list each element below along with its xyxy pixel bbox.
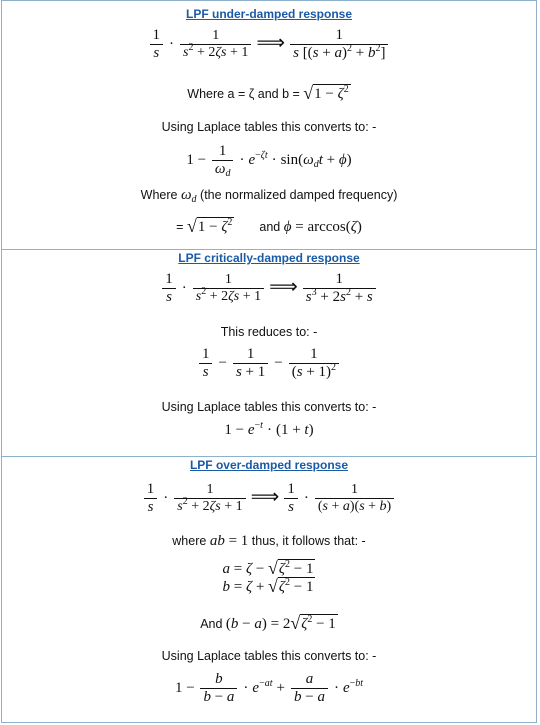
over-damped-b-minus-a: And $(b - a) = 2√\zeta^2 - 1$ — [200, 613, 336, 633]
under-damped-wd-definition: Where $\omega_d$ (the normalized damped frequency) — [140, 187, 398, 205]
critically-damped-reduces-text: This reduces to: - — [220, 325, 318, 339]
over-damped-where-ab: where ab = 1 thus, it follows that: - — [172, 533, 366, 549]
under-damped-panel — [1, 0, 537, 250]
under-damped-wd-phi-equation: = $√1 - \zeta^2$ and ϕ = arccos(ζ) — [176, 216, 362, 236]
under-damped-time-response: 1 − $\frac{1}{\omega_d}$ · $e^{-\zeta t} \cdot \sin(\omega_dt + \phi)$ — [186, 143, 352, 180]
critically-damped-title[interactable]: LPF critically-damped response — [178, 251, 360, 265]
under-damped-title[interactable]: LPF under-damped response — [185, 7, 353, 21]
over-damped-title[interactable]: LPF over-damped response — [189, 458, 349, 472]
critically-damped-laplace-text: Using Laplace tables this converts to: - — [161, 400, 377, 414]
under-damped-transfer-equation: $\frac{1}{s}$ · $\frac{1}{s^2 + 2\zeta s + 1}$ ⟹ $\frac{1}{s [(s + a)^2 + b^2]}$ — [2, 27, 536, 63]
over-damped-transfer-equation: $\frac{1}{s}$ · $\frac{1}{s^2 + 2\zeta s + 1}$ ⟹ $\frac{1}{s}$ · $\frac{1}{(s + a)(s + b)}$ — [2, 481, 536, 517]
over-damped-a-equation: $a = \zeta - √\zeta^2 - 1$ — [222, 558, 314, 578]
critically-damped-panel — [1, 249, 537, 457]
critically-damped-partial-fractions: $\frac{1}{s}$ − $\frac{1}{s + 1}$ − $\frac{1}{(s + 1)^2}$ — [2, 346, 536, 382]
under-damped-where-ab: Where a = ζ and $b = √1 - \zeta^2$ — [187, 83, 349, 103]
over-damped-b-equation: $b = \zeta + √\zeta^2 - 1$ — [222, 576, 314, 596]
under-damped-laplace-text: Using Laplace tables this converts to: - — [161, 120, 377, 134]
over-damped-panel — [1, 456, 537, 723]
over-damped-laplace-text: Using Laplace tables this converts to: - — [161, 649, 377, 663]
critically-damped-transfer-equation: $\frac{1}{s}$ · $\frac{1}{s^2 + 2\zeta s + 1}$ ⟹ $\frac{1}{s^3 + 2s^2 + s}$ — [2, 271, 536, 307]
over-damped-time-response: 1 − $\frac{b}{b - a}$ · $e^{-at}$ + $\frac{a}{b - a}$ · $e^{-bt}$ — [174, 671, 364, 706]
critically-damped-time-response: $1 - e^{-t} \cdot (1 + t)$ — [224, 420, 314, 438]
